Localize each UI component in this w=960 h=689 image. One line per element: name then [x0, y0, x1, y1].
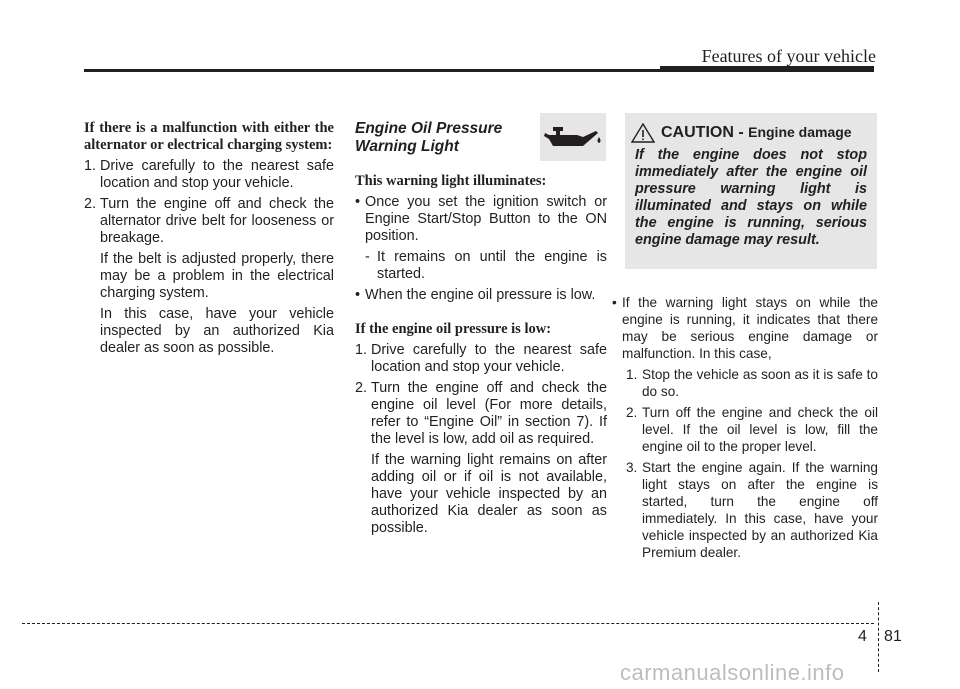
step-number: 1.	[626, 367, 638, 382]
step-number: 1.	[84, 158, 97, 174]
caution-box	[625, 113, 877, 269]
column-alternator	[84, 120, 334, 357]
list-item	[612, 366, 878, 400]
list-item	[84, 196, 334, 247]
bullet-text: If the warning light stays on while the engine is running, it indicates that there may be serious engine damage or malfunction. In this case,	[622, 295, 878, 361]
belt-adjusted-paragraph: If the belt is adjusted properly, there may be a problem in the electrical charging system.	[100, 251, 334, 301]
dash-icon: -	[365, 249, 370, 265]
step-text: Turn off the engine and check the oil level. If the oil level is low, fill the engine oil to the proper level.	[642, 405, 878, 454]
footer-divider	[878, 602, 879, 672]
footer-rule	[22, 623, 874, 624]
header-rule-accent	[660, 66, 874, 72]
step-text: Stop the vehicle as soon as it is safe to do so.	[642, 367, 878, 399]
oil-can-icon	[543, 122, 603, 152]
oil-can-icon	[540, 113, 606, 161]
step-text: Turn the engine off and check the engine oil level (For more details, refer to “Engine Oil” in section 7). If the level is low, add oil as required.	[371, 380, 607, 447]
step-text: Drive carefully to the nearest safe location and stop your vehicle.	[371, 342, 607, 375]
bullet-text: Once you set the ignition switch or Engine Start/Stop Button to the ON position.	[365, 194, 607, 244]
list-item	[355, 287, 607, 304]
caution-subject: Engine damage	[748, 124, 852, 140]
low-pressure-heading: If the engine oil pressure is low:	[355, 321, 552, 337]
list-item	[355, 342, 607, 376]
page-number: 81	[884, 628, 902, 645]
step-number: 3.	[626, 460, 638, 475]
section-title-line: Warning Light	[355, 138, 459, 155]
section-title-line: Engine Oil Pressure	[355, 120, 503, 137]
caution-label	[661, 123, 852, 142]
bullet-icon: •	[355, 287, 361, 303]
column-oil-pressure	[355, 120, 607, 537]
step-number: 2.	[355, 380, 368, 396]
bullet-text: When the engine oil pressure is low.	[365, 287, 596, 303]
step-number: 2.	[626, 405, 638, 420]
page-header-title: Features of your vehicle	[701, 46, 876, 66]
list-item	[612, 294, 878, 362]
list-item	[355, 249, 607, 283]
watermark: carmanualsonline.info	[620, 660, 845, 685]
step-number: 1.	[355, 342, 368, 358]
caution-text: If the engine does not stop immediately after the engine oil pressure warning light is illuminated and stays on while the engine is running, serious engine damage may result.	[635, 147, 867, 248]
list-item	[612, 459, 878, 561]
step-number: 2.	[84, 196, 97, 212]
column-warning-stays-on	[612, 290, 878, 561]
list-item	[612, 404, 878, 455]
dash-text: It remains on until the engine is started.	[377, 249, 607, 282]
list-item	[355, 194, 607, 245]
warning-remains-paragraph: If the warning light remains on after adding oil or if oil is not available, have your vehicle inspected by an authorized Kia dealer as soon as possible.	[371, 452, 607, 536]
alternator-intro: If there is a malfunction with either the alternator or electrical charging system:	[84, 120, 334, 153]
illuminates-heading: This warning light illuminates:	[355, 173, 547, 189]
caution-word: CAUTION -	[661, 124, 744, 141]
bullet-icon: •	[612, 295, 617, 310]
bullet-icon: •	[355, 194, 361, 210]
step-text: Drive carefully to the nearest safe location and stop your vehicle.	[100, 158, 334, 191]
list-item	[84, 158, 334, 192]
chapter-number: 4	[858, 628, 867, 645]
list-item	[355, 380, 607, 448]
caution-header	[625, 113, 877, 143]
warning-triangle-icon	[631, 123, 655, 143]
section-title	[355, 120, 525, 156]
step-text: Start the engine again. If the warning light stays on after the engine is started, turn the engine off immediately. In this case, have your vehicle inspected by an authorized Kia Premium dealer.	[642, 460, 878, 560]
inspection-paragraph: In this case, have your vehicle inspected by an authorized Kia dealer as soon as possible.	[100, 306, 334, 356]
step-text: Turn the engine off and check the alternator drive belt for looseness or breakage.	[100, 196, 334, 246]
